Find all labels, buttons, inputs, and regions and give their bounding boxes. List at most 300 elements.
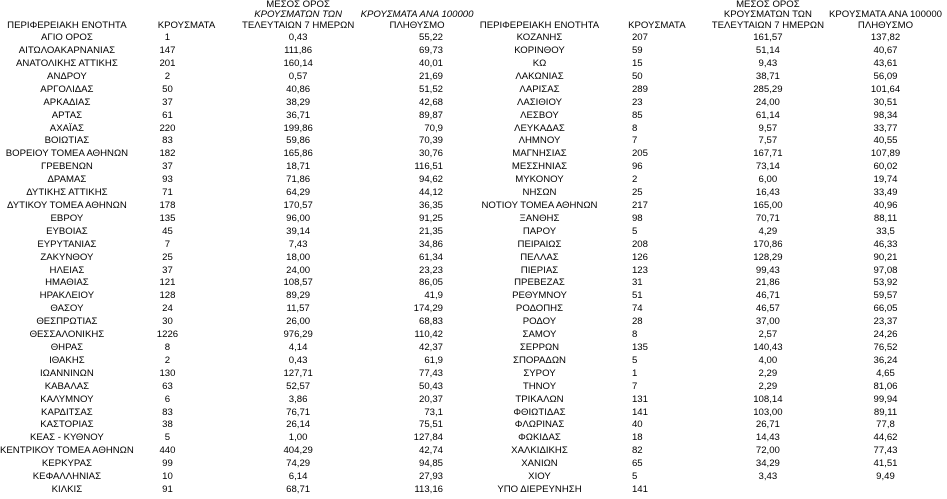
table-row (477, 355, 947, 368)
cases-header: ΚΡΟΥΣΜΑΤΑ (157, 20, 216, 31)
avg-header-line2: ΚΡΟΥΣΜΑΤΩΝ ΤΩΝ (254, 10, 343, 21)
cases-cell: 91 (162, 483, 173, 495)
table-row (0, 484, 477, 497)
table-row (477, 342, 947, 355)
cases-cell: 6 (164, 393, 171, 405)
cases-cell: 25 (162, 251, 173, 263)
region-cell: ΑΝΔΡΟΥ (47, 70, 87, 82)
per-100k-cell: 21,69 (418, 70, 443, 82)
region-cell: ΚΟΖΑΝΗΣ (516, 32, 563, 44)
cases-cell: 1 (164, 32, 171, 44)
avg-7day-cell: 70,71 (755, 212, 780, 224)
per-100k-cell: 9,49 (876, 471, 895, 483)
per-100k-cell: 107,89 (870, 148, 901, 160)
cases-cell: 71 (162, 187, 173, 199)
avg-7day-cell: 46,71 (755, 290, 780, 302)
avg-7day-cell: 0,43 (288, 354, 308, 366)
region-cell: ΒΟΡΕΙΟΥ ΤΟΜΕΑ ΑΘΗΝΩΝ (5, 148, 129, 160)
avg-7day-cell: 108,57 (283, 277, 313, 289)
table-row (0, 458, 477, 471)
cases-cell: 178 (159, 200, 176, 211)
cases-cell: 121 (159, 277, 176, 289)
table-row (477, 432, 947, 445)
cases-cell: 217 (631, 200, 648, 211)
per-100k-cell: 21,35 (418, 225, 443, 237)
table-row (0, 342, 477, 355)
region-cell: ΓΡΕΒΕΝΩΝ (40, 161, 93, 173)
cases-cell: 220 (159, 122, 176, 134)
per-100k-cell: 77,43 (418, 367, 443, 379)
per-100k-cell: 76,52 (873, 341, 898, 353)
per-100k-cell: 70,9 (424, 122, 443, 134)
region-cell: ΚΕΦΑΛΛΗΝΙΑΣ (32, 471, 102, 483)
avg-7day-cell: 26,71 (755, 419, 780, 431)
per-100k-cell: 30,51 (873, 96, 898, 108)
per-100k-cell: 23,23 (418, 264, 443, 276)
avg-header-line1: ΜΕΣΟΣ ΟΡΟΣ (736, 0, 800, 10)
cases-cell: 15 (631, 58, 643, 70)
avg-7day-cell: 0,43 (288, 32, 308, 44)
region-header: ΠΕΡΙΦΕΡΕΙΑΚΗ ΕΝΟΤΗΤΑ (7, 20, 127, 31)
per100k-header-line2: ΠΛΗΘΥΣΜΟ (857, 20, 914, 31)
table-row (477, 200, 947, 213)
avg-7day-cell: 170,86 (753, 238, 783, 250)
cases-cell: 96 (631, 161, 643, 173)
per100k-header-line1: ΚΡΟΥΣΜΑΤΑ ΑΝΑ 100000 (360, 10, 474, 21)
per-100k-cell: 19,74 (873, 174, 898, 186)
table-row (0, 187, 477, 200)
avg-7day-cell: 3,43 (758, 471, 778, 483)
region-cell: ΧΙΟΥ (528, 471, 551, 483)
avg-7day-cell: 167,71 (753, 148, 783, 160)
region-cell: ΠΑΡΟΥ (522, 225, 557, 237)
per-100k-cell (824, 484, 947, 497)
table-row (0, 71, 477, 84)
per-100k-cell: 40,67 (873, 45, 898, 57)
avg-7day-cell: 96,00 (286, 212, 311, 224)
avg-7day-cell: 37,00 (755, 316, 780, 328)
region-cell: ΛΕΣΒΟΥ (520, 109, 559, 121)
left-table-body (0, 32, 477, 497)
cases-cell: 98 (631, 212, 643, 224)
avg-7day-cell: 26,14 (286, 419, 311, 431)
per-100k-cell: 23,37 (873, 316, 898, 328)
region-cell: ΝΗΣΩΝ (522, 187, 557, 199)
per-100k-cell: 36,24 (873, 354, 898, 366)
region-cell: ΚΙΛΚΙΣ (51, 483, 83, 495)
cases-cell: 37 (162, 96, 173, 108)
per-100k-cell: 40,55 (873, 135, 898, 147)
avg-7day-cell: 6,00 (758, 174, 778, 186)
table-row (0, 355, 477, 368)
cases-cell: 7 (631, 380, 638, 392)
region-cell: ΛΑΡΙΣΑΣ (519, 83, 560, 95)
per-100k-cell: 4,65 (876, 367, 895, 379)
per-100k-cell: 24,26 (873, 329, 898, 341)
per-100k-cell: 101,64 (870, 83, 901, 95)
per-100k-cell: 127,84 (413, 432, 443, 444)
per-100k-cell: 33,5 (876, 225, 895, 237)
region-cell: ΘΑΣΟΥ (50, 303, 84, 315)
cases-cell: 131 (631, 393, 648, 405)
per-100k-cell: 20,37 (418, 393, 443, 405)
avg-7day-cell: 7,43 (288, 238, 308, 250)
avg-7day-cell: 0,57 (288, 70, 308, 82)
region-cell: ΚΑΒΑΛΑΣ (44, 380, 90, 392)
region-cell: ΘΕΣΠΡΩΤΙΑΣ (36, 316, 98, 328)
table-row (477, 45, 947, 58)
avg-header-line3: ΤΕΛΕΥΤΑΙΩΝ 7 ΗΜΕΡΩΝ (711, 20, 825, 31)
cases-cell: 28 (631, 316, 643, 328)
table-row (477, 381, 947, 394)
table-row (0, 303, 477, 316)
region-cell: ΦΩΚΙΔΑΣ (518, 432, 561, 444)
cases-cell: 205 (631, 148, 648, 160)
per-100k-cell: 44,12 (418, 187, 443, 199)
cases-cell: 18 (631, 432, 643, 444)
table-row (477, 58, 947, 71)
region-cell: ΙΩΑΝΝΙΝΩΝ (40, 367, 94, 379)
cases-cell: 24 (162, 303, 173, 315)
cases-cell: 123 (631, 264, 648, 276)
cases-cell: 208 (631, 238, 648, 250)
per-100k-cell: 94,62 (418, 174, 443, 186)
region-cell: ΑΙΤΩΛΟΑΚΑΡΝΑΝΙΑΣ (18, 45, 116, 57)
cases-cell: 126 (631, 251, 648, 263)
cases-cell: 1226 (156, 329, 179, 341)
table-row (477, 161, 947, 174)
table-row (0, 45, 477, 58)
avg-7day-cell: 18,00 (286, 251, 311, 263)
avg-7day-cell: 34,29 (755, 458, 780, 470)
avg-7day-cell: 11,57 (286, 303, 310, 315)
table-row (477, 277, 947, 290)
region-cell: ΚΟΡΙΝΘΟΥ (514, 45, 565, 57)
region-cell: ΤΡΙΚΑΛΩΝ (515, 393, 564, 405)
table-row (477, 123, 947, 136)
cases-cell: 5 (631, 225, 638, 237)
per-100k-cell: 73,1 (424, 406, 443, 418)
avg-7day-cell: 52,57 (286, 380, 311, 392)
per-100k-cell: 90,21 (873, 251, 898, 263)
cases-cell: 85 (631, 109, 643, 121)
region-cell: ΙΘΑΚΗΣ (49, 354, 85, 366)
per-100k-cell: 44,62 (873, 432, 898, 444)
avg-7day-cell: 61,14 (755, 109, 780, 121)
region-cell: ΠΕΙΡΑΙΩΣ (517, 238, 562, 250)
table-row (0, 277, 477, 290)
region-cell: ΔΡΑΜΑΣ (47, 174, 87, 186)
avg-7day-cell: 2,29 (758, 380, 778, 392)
cases-cell: 40 (631, 419, 643, 431)
table-row (477, 174, 947, 187)
cases-cell: 135 (631, 341, 648, 353)
region-cell: ΑΡΓΟΛΙΔΑΣ (40, 83, 94, 95)
table-row (0, 252, 477, 265)
right-table-half (477, 0, 947, 497)
table-row (0, 432, 477, 445)
region-cell: ΛΗΜΝΟΥ (518, 135, 561, 147)
cases-cell: 5 (164, 432, 171, 444)
cases-cell: 23 (631, 96, 643, 108)
cases-cell: 128 (159, 290, 176, 302)
table-row (477, 226, 947, 239)
table-row (0, 200, 477, 213)
per-100k-cell: 42,37 (418, 341, 443, 353)
cases-cell: 63 (162, 380, 173, 392)
cases-cell: 93 (162, 174, 173, 186)
avg-7day-cell: 976,29 (283, 329, 313, 341)
cases-cell: 37 (162, 161, 173, 173)
avg-header-line3: ΤΕΛΕΥΤΑΙΩΝ 7 ΗΜΕΡΩΝ (241, 20, 355, 31)
cases-cell: 45 (162, 225, 173, 237)
avg-header-line1: ΜΕΣΟΣ ΟΡΟΣ (266, 0, 330, 10)
per-100k-cell: 40,96 (873, 200, 898, 211)
per-100k-cell: 69,73 (418, 45, 443, 57)
per-100k-cell: 110,42 (414, 329, 443, 341)
avg-7day-cell: 127,71 (283, 367, 313, 379)
region-cell: ΡΟΔΟΥ (522, 316, 557, 328)
per-100k-cell: 81,06 (873, 380, 898, 392)
table-row (477, 97, 947, 110)
cases-cell: 37 (162, 264, 173, 276)
avg-7day-cell (712, 484, 824, 497)
region-cell: ΖΑΚΥΝΘΟΥ (40, 251, 94, 263)
region-cell: ΤΗΝΟΥ (522, 380, 557, 392)
avg-7day-cell: 26,00 (286, 316, 311, 328)
region-cell: ΚΩ (532, 58, 547, 70)
avg-7day-cell: 59,86 (286, 135, 311, 147)
per-100k-cell: 77,8 (876, 419, 895, 431)
avg-7day-cell: 1,00 (288, 432, 308, 444)
table-row (0, 32, 477, 45)
cases-cell: 83 (162, 406, 173, 418)
table-row (0, 329, 477, 342)
avg-7day-cell: 64,29 (286, 187, 311, 199)
region-cell: ΑΡΤΑΣ (51, 109, 83, 121)
per-100k-cell: 42,68 (418, 96, 443, 108)
per-100k-cell: 61,34 (418, 251, 443, 263)
cases-cell: 31 (631, 277, 643, 289)
region-cell: ΡΟΔΟΠΗΣ (515, 303, 564, 315)
avg-7day-cell: 36,71 (286, 109, 311, 121)
avg-7day-cell: 108,14 (753, 393, 783, 405)
cases-cell: 130 (159, 367, 176, 379)
table-row (0, 290, 477, 303)
cases-cell: 8 (631, 329, 638, 341)
cases-cell: 135 (159, 212, 176, 224)
right-table-body (477, 32, 947, 497)
avg-7day-cell: 71,86 (286, 174, 311, 186)
per-100k-cell: 33,77 (873, 122, 898, 134)
region-cell: ΣΕΡΡΩΝ (519, 341, 560, 353)
region-cell: ΜΥΚΟΝΟΥ (515, 174, 564, 186)
per-100k-cell: 60,02 (873, 161, 898, 173)
per-100k-cell: 41,9 (424, 290, 443, 302)
per-100k-cell: 86,05 (418, 277, 443, 289)
cases-header: ΚΡΟΥΣΜΑΤΑ (628, 20, 686, 31)
cases-cell: 50 (631, 70, 643, 82)
region-cell: ΛΑΚΩΝΙΑΣ (515, 70, 564, 82)
region-cell: ΕΥΡΥΤΑΝΙΑΣ (37, 238, 97, 250)
per-100k-cell: 66,05 (873, 303, 898, 315)
cases-cell: 59 (631, 45, 643, 57)
avg-7day-cell: 46,57 (755, 303, 780, 315)
per-100k-cell: 42,74 (418, 445, 443, 457)
table-row (477, 110, 947, 123)
cases-cell: 7 (631, 135, 638, 147)
table-row (0, 84, 477, 97)
table-row (0, 174, 477, 187)
per100k-header-line1: ΚΡΟΥΣΜΑΤΑ ΑΝΑ 100000 (829, 10, 942, 21)
table-row (0, 316, 477, 329)
per-100k-cell: 89,11 (873, 406, 898, 418)
table-row (0, 148, 477, 161)
per-100k-cell: 70,39 (418, 135, 443, 147)
region-cell: ΣΑΜΟΥ (522, 329, 557, 341)
table-row (0, 123, 477, 136)
table-row (477, 71, 947, 84)
per-100k-cell: 34,86 (418, 238, 443, 250)
table-row (477, 187, 947, 200)
avg-7day-cell: 6,14 (288, 471, 308, 483)
table-row (477, 407, 947, 420)
avg-7day-cell: 140,43 (753, 341, 783, 353)
table-row (477, 419, 947, 432)
per-100k-cell: 77,43 (873, 445, 898, 457)
region-cell: ΚΕΝΤΡΙΚΟΥ ΤΟΜΕΑ ΑΘΗΝΩΝ (0, 445, 134, 457)
cases-cell: 147 (159, 45, 176, 57)
table-row (477, 368, 947, 381)
region-cell: ΗΡΑΚΛΕΙΟΥ (39, 290, 95, 302)
region-cell: ΡΕΘΥΜΝΟΥ (512, 290, 567, 302)
cases-cell: 2 (631, 174, 638, 186)
region-cell: ΕΥΒΟΙΑΣ (46, 225, 88, 237)
per-100k-cell: 27,93 (418, 471, 443, 483)
avg-7day-cell: 51,14 (755, 45, 780, 57)
per-100k-cell: 55,22 (418, 32, 443, 44)
cases-cell: 83 (162, 135, 173, 147)
avg-7day-cell: 4,14 (288, 341, 308, 353)
cases-cell: 50 (162, 83, 173, 95)
avg-7day-cell: 68,71 (286, 483, 311, 495)
cases-cell: 82 (631, 445, 643, 457)
avg-7day-cell: 7,57 (758, 135, 778, 147)
avg-7day-cell: 4,00 (758, 354, 778, 366)
table-row (0, 110, 477, 123)
cases-cell: 7 (164, 238, 171, 250)
avg-7day-cell: 18,71 (286, 161, 311, 173)
per-100k-cell: 99,94 (873, 393, 898, 405)
avg-7day-cell: 199,86 (283, 122, 313, 134)
region-cell: ΑΡΚΑΔΙΑΣ (43, 96, 91, 108)
region-cell: ΚΑΛΥΜΝΟΥ (40, 393, 94, 405)
region-cell: ΑΝΑΤΟΛΙΚΗΣ ΑΤΤΙΚΗΣ (16, 58, 118, 70)
avg-7day-cell: 160,14 (283, 58, 313, 70)
region-cell: ΠΕΛΛΑΣ (520, 251, 559, 263)
avg-7day-cell: 103,00 (753, 406, 783, 418)
region-cell: ΠΡΕΒΕΖΑΣ (514, 277, 565, 289)
table-row (0, 58, 477, 71)
cases-cell: 51 (631, 290, 643, 302)
per-100k-cell: 51,52 (418, 83, 443, 95)
per-100k-cell: 46,33 (873, 238, 898, 250)
per-100k-cell: 97,08 (873, 264, 898, 276)
cases-cell: 38 (162, 419, 173, 431)
avg-7day-cell: 76,71 (286, 406, 311, 418)
per-100k-cell: 59,57 (873, 290, 898, 302)
avg-7day-cell: 111,86 (284, 45, 313, 57)
region-cell: ΘΕΣΣΑΛΟΝΙΚΗΣ (29, 329, 105, 341)
region-cell: ΣΠΟΡΑΔΩΝ (513, 354, 566, 366)
cases-cell: 5 (631, 354, 638, 366)
cases-cell: 182 (159, 148, 176, 160)
avg-7day-cell: 89,29 (286, 290, 311, 302)
avg-7day-cell: 3,86 (288, 393, 308, 405)
cases-cell: 2 (164, 354, 171, 366)
cases-cell: 8 (164, 341, 171, 353)
region-cell: ΜΕΣΣΗΝΙΑΣ (511, 161, 568, 173)
per-100k-cell: 61,9 (424, 354, 443, 366)
table-row (477, 290, 947, 303)
region-cell: ΛΑΣΙΘΙΟΥ (516, 96, 563, 108)
per-100k-cell: 68,83 (418, 316, 443, 328)
table-row (0, 161, 477, 174)
avg-7day-cell: 2,57 (758, 329, 778, 341)
avg-7day-cell: 38,71 (755, 70, 780, 82)
region-cell: ΚΕΡΚΥΡΑΣ (41, 458, 92, 470)
region-cell: ΛΕΥΚΑΔΑΣ (514, 122, 565, 134)
table-row (477, 394, 947, 407)
table-row (0, 239, 477, 252)
cases-cell: 289 (631, 83, 648, 95)
table-row (477, 213, 947, 226)
avg-7day-cell: 74,29 (286, 458, 311, 470)
table-row (477, 252, 947, 265)
per-100k-cell: 50,43 (418, 380, 443, 392)
avg-7day-cell: 9,57 (758, 122, 778, 134)
avg-7day-cell: 9,43 (758, 58, 778, 70)
avg-7day-cell: 38,29 (286, 96, 311, 108)
avg-7day-cell: 24,00 (286, 264, 311, 276)
table-row (477, 445, 947, 458)
table-row (477, 329, 947, 342)
table-row (477, 148, 947, 161)
per-100k-cell: 53,92 (873, 277, 898, 289)
cases-cell: 99 (162, 458, 173, 470)
per100k-header-line2: ΠΛΗΘΥΣΜΟ (389, 20, 445, 31)
cases-cell: 65 (631, 458, 643, 470)
per-100k-cell: 75,51 (418, 419, 443, 431)
table-row (0, 445, 477, 458)
cases-cell: 30 (162, 316, 173, 328)
region-cell: ΧΑΛΚΙΔΙΚΗΣ (511, 445, 568, 457)
avg-7day-cell: 404,29 (283, 445, 313, 457)
region-cell: ΒΟΙΩΤΙΑΣ (44, 135, 90, 147)
table-row (0, 135, 477, 148)
avg-7day-cell: 2,29 (758, 367, 778, 379)
table-row (477, 32, 947, 45)
avg-7day-cell: 165,86 (283, 148, 313, 160)
cases-cell: 10 (162, 471, 173, 483)
per-100k-cell: 116,51 (414, 161, 443, 173)
avg-header-line2: ΚΡΟΥΣΜΑΤΩΝ ΤΩΝ (723, 10, 812, 21)
avg-7day-cell: 21,86 (755, 277, 780, 289)
avg-7day-cell: 161,57 (753, 32, 783, 44)
per-100k-cell: 56,09 (873, 70, 898, 82)
avg-7day-cell: 165,00 (753, 200, 783, 211)
cases-cell: 2 (164, 70, 171, 82)
